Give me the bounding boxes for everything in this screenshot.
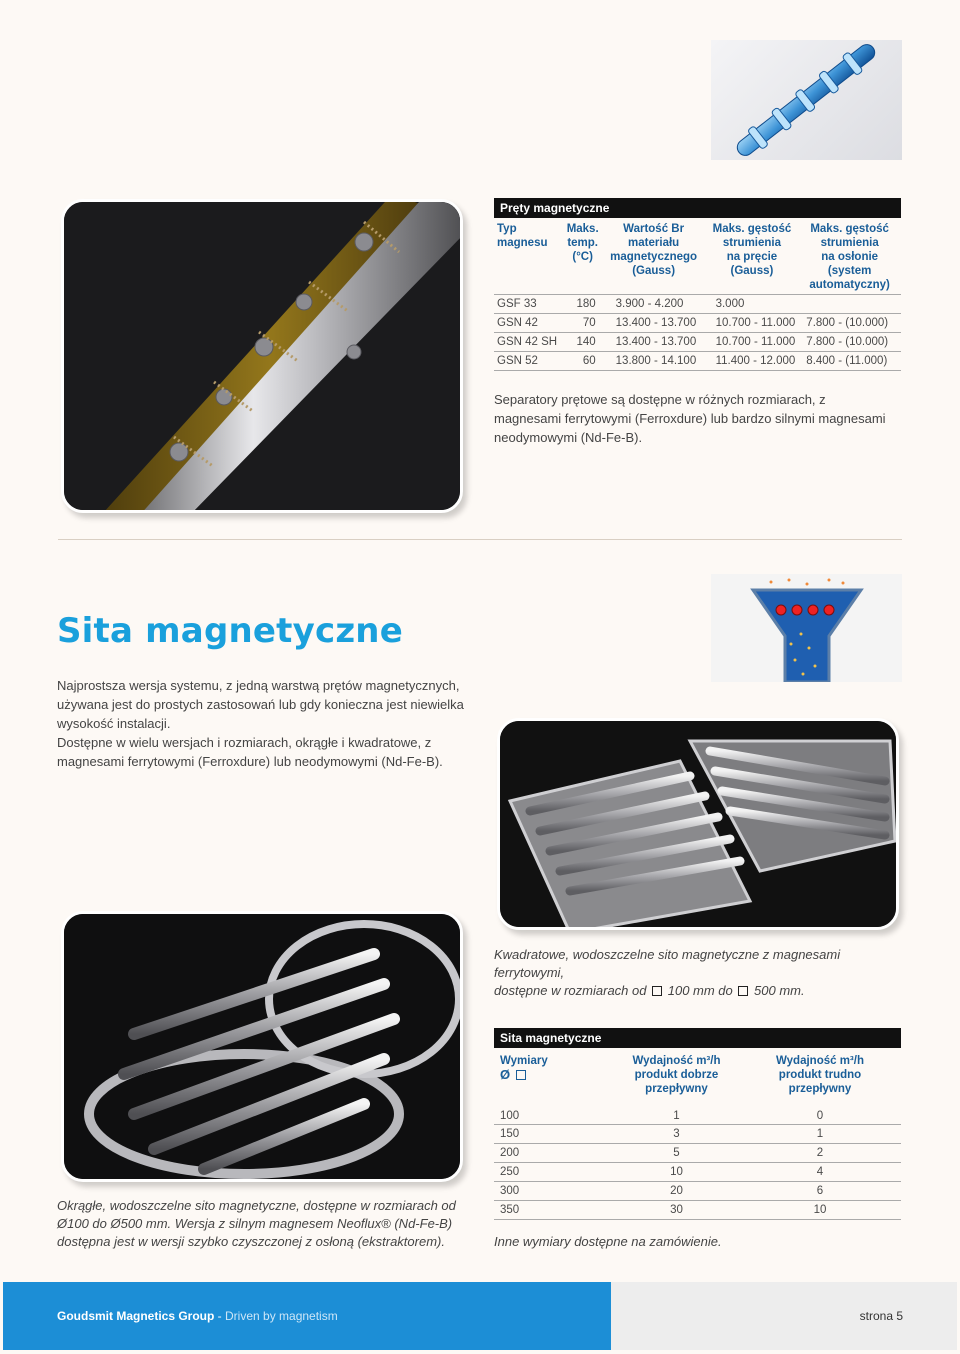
diameter-symbol-icon: Ø — [500, 1067, 511, 1082]
table-cell: 10 — [739, 1201, 901, 1220]
table-cell: 3 — [614, 1125, 739, 1144]
table-cell: GSN 42 — [494, 314, 564, 333]
rods-table-header-row — [494, 218, 901, 295]
square-symbol-icon — [516, 1070, 526, 1080]
blue-rod-photo — [711, 40, 902, 160]
header-flux-on-rod: Maks. gęstość strumienia na pręcie (Gauss) — [712, 223, 792, 277]
sieve-table-header-row — [494, 1048, 901, 1104]
footer-company-name: Goudsmit Magnetics Group — [57, 1309, 215, 1323]
sieve-table-title: Sita magnetyczne — [494, 1028, 901, 1048]
page-footer — [0, 1282, 960, 1354]
table-row — [494, 1104, 901, 1125]
table-cell: 13.400 - 13.700 — [602, 314, 706, 333]
rods-table-grid — [494, 218, 901, 371]
footer-brand: Goudsmit Magnetics Group - Driven by magnetism — [57, 1309, 338, 1323]
header-capacity-poor-flowing: Wydajność m³/h produkt trudno przepływny — [776, 1055, 864, 1095]
footer-page-bar — [611, 1282, 957, 1350]
page-number: strona 5 — [859, 1309, 903, 1323]
table-cell: 0 — [739, 1104, 901, 1125]
table-cell: 6 — [739, 1182, 901, 1201]
sieves-description — [57, 676, 477, 771]
table-cell: GSN 52 — [494, 352, 564, 371]
square-sieve-illustration — [500, 721, 899, 930]
magnetic-rod-photo — [61, 199, 463, 513]
table-cell: 250 — [494, 1163, 614, 1182]
table-cell — [798, 295, 901, 314]
header-br-value: Wartość Br materiału magnetycznego (Gauss) — [610, 223, 698, 277]
header-flux-on-cover: Maks. gęstość strumienia na osłonie (system automatyczny) — [809, 223, 890, 291]
header-dimensions: Wymiary Ø — [500, 1055, 548, 1082]
table-cell: 8.400 - (11.000) — [798, 352, 901, 371]
sieve-table-grid — [494, 1048, 901, 1220]
table-cell: 13.400 - 13.700 — [602, 333, 706, 352]
footer-tagline: Driven by magnetism — [225, 1309, 338, 1323]
sieves-paragraph-2: Dostępne w wielu wersjach i rozmiarach, okrągłe i kwadratowe, z magnesami ferrytowymi (Ferroxdure) lub neodymowymi (Nd-Fe-B). — [57, 735, 443, 769]
section-title: Sita magnetyczne — [57, 611, 403, 651]
table-cell: 300 — [494, 1182, 614, 1201]
magnetic-rods-table — [494, 198, 901, 371]
square-caption-line-2: dostępne w rozmiarach od 100 mm do 500 mm. — [494, 983, 805, 998]
header-magnet-type: Typ magnesu — [497, 223, 548, 249]
section-divider — [58, 539, 902, 540]
header-capacity-free-flowing: Wydajność m³/h produkt dobrze przepływny — [632, 1055, 721, 1095]
table-cell: 10.700 - 11.000 — [706, 333, 799, 352]
square-sieve-caption — [494, 946, 902, 1000]
table-cell: 60 — [564, 352, 602, 371]
table-cell: 30 — [614, 1201, 739, 1220]
square-symbol-icon — [738, 986, 748, 996]
table-cell: 4 — [739, 1163, 901, 1182]
blue-rod-illustration — [711, 40, 902, 160]
table-cell: 7.800 - (10.000) — [798, 333, 901, 352]
table-cell: 13.800 - 14.100 — [602, 352, 706, 371]
table-cell: 10 — [614, 1163, 739, 1182]
header-max-temp: Maks. temp. (°C) — [566, 223, 599, 263]
sieve-capacity-table — [494, 1028, 901, 1220]
sieves-paragraph-1: Najprostsza wersja systemu, z jedną warstwą prętów magnetycznych, używana jest do prostych zastosowań lub gdy konieczna jest niewielka wysokość instalacji. — [57, 678, 464, 731]
table-row — [494, 333, 901, 352]
table-cell: 1 — [614, 1104, 739, 1125]
rods-table-title: Pręty magnetyczne — [494, 198, 901, 218]
other-sizes-note: Inne wymiary dostępne na zamówienie. — [494, 1234, 722, 1249]
table-cell: 3.000 — [706, 295, 799, 314]
funnel-diagram — [711, 574, 902, 682]
table-cell: 100 — [494, 1104, 614, 1125]
table-cell: 2 — [739, 1144, 901, 1163]
square-symbol-icon — [652, 986, 662, 996]
table-row — [494, 1163, 901, 1182]
table-row — [494, 1182, 901, 1201]
table-row — [494, 1201, 901, 1220]
table-cell: 3.900 - 4.200 — [602, 295, 706, 314]
table-row — [494, 352, 901, 371]
table-cell: 140 — [564, 333, 602, 352]
table-cell: 180 — [564, 295, 602, 314]
table-cell: 1 — [739, 1125, 901, 1144]
table-cell: GSF 33 — [494, 295, 564, 314]
table-cell: 11.400 - 12.000 — [706, 352, 799, 371]
table-cell: 5 — [614, 1144, 739, 1163]
table-row — [494, 1125, 901, 1144]
table-row — [494, 1144, 901, 1163]
table-row — [494, 295, 901, 314]
funnel-illustration — [711, 574, 902, 682]
rods-description: Separatory prętowe są dostępne w różnych rozmiarach, z magnesami ferrytowymi (Ferroxdure) lub bardzo silnymi magnesami neodymowymi (Nd-Fe-B). — [494, 392, 886, 445]
table-cell: 200 — [494, 1144, 614, 1163]
square-sieve-photo — [497, 718, 899, 930]
table-cell: GSN 42 SH — [494, 333, 564, 352]
round-sieve-caption: Okrągłe, wodoszczelne sito magnetyczne, dostępne w rozmiarach od Ø100 do Ø500 mm. Wersja z silnym magnesem Neoflux® (Nd-Fe-B) dostępna jest w wersji szybko czyszczonej z osłoną (ekstraktorem). — [57, 1198, 456, 1249]
round-sieve-photo — [61, 911, 463, 1182]
table-row — [494, 314, 901, 333]
table-cell: 350 — [494, 1201, 614, 1220]
table-cell: 70 — [564, 314, 602, 333]
square-caption-line-1: Kwadratowe, wodoszczelne sito magnetyczne z magnesami ferrytowymi, — [494, 947, 841, 980]
table-cell: 7.800 - (10.000) — [798, 314, 901, 333]
table-cell: 10.700 - 11.000 — [706, 314, 799, 333]
table-cell: 150 — [494, 1125, 614, 1144]
table-cell: 20 — [614, 1182, 739, 1201]
rod-with-nuts-illustration — [64, 202, 463, 513]
round-sieve-illustration — [64, 914, 463, 1182]
